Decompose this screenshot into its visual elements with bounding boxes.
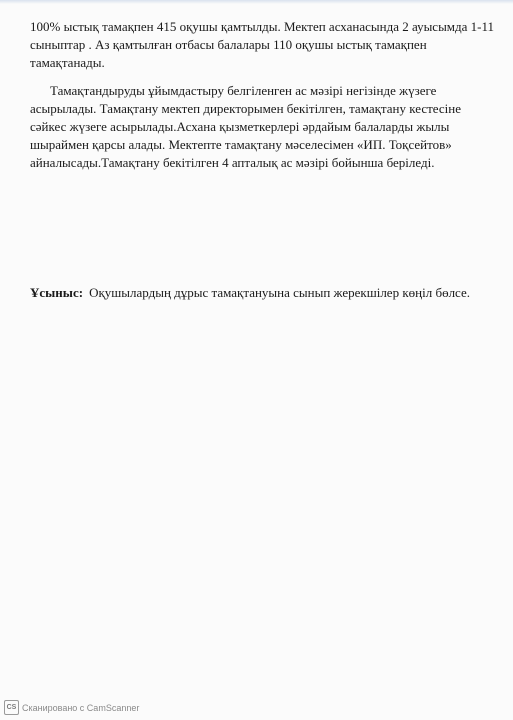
recommendation-label: Ұсыныс: — [30, 285, 84, 300]
recommendation-text: Оқушылардың дұрыс тамақтануына сынып жерекшілер көңіл бөлсе. — [89, 285, 471, 300]
paragraph-meals-coverage: 100% ыстық тамақпен 415 оқушы қамтылды. Мектеп асханасында 2 ауысымда 1-11 сыныптар . Аз қамтылған отбасы балалары 110 оқушы ыстық тамақпен тамақтанады. — [30, 19, 495, 70]
camscanner-watermark-text: Сканировано с CamScanner — [22, 702, 140, 713]
recommendation-block — [30, 283, 480, 303]
camscanner-footer — [4, 700, 139, 715]
paragraph-meals-organization: Тамақтандыруды ұйымдастыру белгіленген ас мәзірі негізінде жүзеге асырылады. Тамақтану мектеп директорымен бекітілген, тамақтану кестесіне сәйкес жүзеге асырылады.Асхана қызметкерлері әрдайым балаларды жылы шыраймен қарсы алады. Мектепте тамақтану мәселесімен «ИП. Тоқсейтов» айналысады.Тамақтану бекітілген 4 апталық ас мәзірі бойынша беріледі. — [30, 83, 461, 170]
document-body — [30, 18, 500, 172]
camscanner-logo-icon: CS — [4, 700, 19, 715]
scan-top-edge — [0, 0, 513, 4]
